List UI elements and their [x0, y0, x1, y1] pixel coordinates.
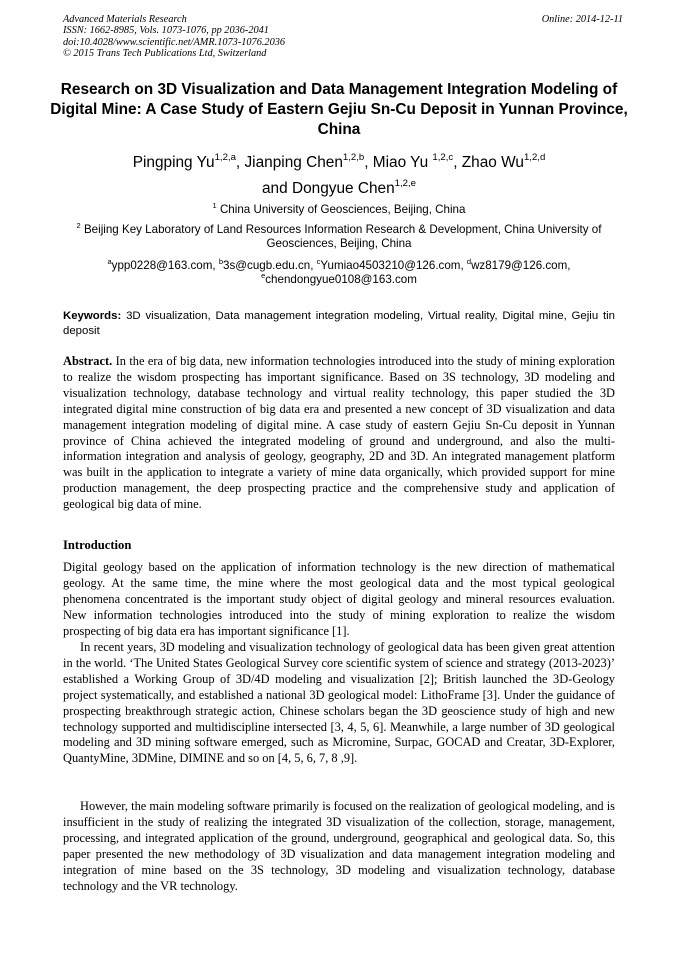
- author-sep: ,: [364, 154, 373, 171]
- author-name: Zhao Wu: [461, 154, 524, 171]
- abstract-text: In the era of big data, new information technologies introduced into the study of mining exploration to realize the wisdom prospecting has important significance. Based on 3S technology, 3D modeling and visualization technology, database technology and virtual reality technology, this paper studied the 3D integrated digital mine construction of big data era and presented a new concept of 3D visualization and data management integration modeling of digital mine. A case study of eastern Gejiu Sn-Cu deposit in Yunnan province of China achieved the integrated modeling of ground and underground, and also the multi-information integration and analysis of geology, geography, 2D and 3D. An integrated management platform was built in the application to integrate a variety of mine data organically, which provided support for mine production management, the deep prospecting practice and the comprehensive study and application of geological big data of mine.: [63, 354, 615, 512]
- author-name: and Dongyue Chen: [262, 180, 395, 197]
- author-name: Miao Yu: [372, 154, 433, 171]
- affiliation-text: Beijing Key Laboratory of Land Resources Information Research & Development, China University of Geosciences, Beijing, China: [83, 223, 602, 251]
- email-sup: b: [218, 257, 224, 266]
- intro-paragraph-1: Digital geology based on the application of information technology is the new direction of mathematical geology. At the same time, the mine where the most geological data and the most typical geological phenomena concentrated is the important study object of digital geology and mineral resources evaluation. New information technologies introduced into the study of mining exploration to realize the wisdom prospecting of big data era has important significance [1].: [63, 560, 615, 638]
- keywords: [63, 309, 615, 339]
- author-list: [63, 150, 615, 202]
- online-date: Online: 2014-12-11: [541, 14, 623, 25]
- affiliation-sup: 2: [76, 221, 81, 230]
- author-sup: 1,2,b: [342, 152, 365, 163]
- email-sup: e: [261, 271, 266, 281]
- email-sup: d: [466, 257, 472, 266]
- email-link[interactable]: chendongyue0108@163.com: [265, 273, 417, 287]
- paper-title: Research on 3D Visualization and Data Management Integration Modeling of Digital Mine: A Case Study of Eastern Gejiu Sn-Cu Deposit in Yunnan Province, China: [50, 81, 628, 138]
- affiliation-2: [63, 223, 615, 251]
- keywords-label: Keywords:: [63, 310, 122, 322]
- intro-paragraph-2: In recent years, 3D modeling and visualization technology of geological data has been given great attention in the world. ‘The United States Geological Survey core scientific system of science and strategy (2013-2023)’ established a Working Group of 3D/4D modeling and visualization [2]; British launched the 3D-Geology project systematically, and established a national 3D geological model: LithoFrame [3]. Under the guidance of prospecting breakthrough strategic action, Chinese scholars began the 3D geoscience study of high and new technology supported and multidiscipline intersected [3, 4, 5, 6]. Meanwhile, a large number of 3D geological modeling and 3D mining software emerged, such as Micromine, Surpac, GOCAD and Creatar, 3D-Explorer, QuantyMine, 3DMine, DIMINE and so on [4, 5, 6, 7, 8 ,9].: [63, 640, 615, 766]
- email-sup: a: [107, 257, 112, 266]
- author-emails: [63, 259, 615, 287]
- keywords-text: 3D visualization, Data management integration modeling, Virtual reality, Digital mine, Gejiu tin deposit: [63, 310, 616, 337]
- author-sup: 1,2,c: [432, 152, 454, 163]
- email-link[interactable]: ypp0228@163.com,: [111, 259, 219, 272]
- author-sep: ,: [453, 154, 462, 171]
- journal-name: Advanced Materials Research: [63, 14, 187, 25]
- intro-paragraph-3: However, the main modeling software primarily is focused on the realization of geological modeling, and is insufficient in the study of realizing the integrated 3D visualization of the collection, storage, management, processing, and integrated application of the ground, underground, geographical and geological data. So, this paper presented the new methodology of 3D visualization and data management integration modeling and integration of mine based on the 3S technology, 3D modeling and visualization technology, database technology and the VR technology.: [63, 799, 615, 893]
- affiliation-sup: 1: [212, 201, 217, 210]
- issn-line: ISSN: 1662-8985, Vols. 1073-1076, pp 2036-2041: [63, 25, 269, 37]
- copyright-line: © 2015 Trans Tech Publications Ltd, Switzerland: [63, 48, 267, 60]
- email-sup: c: [316, 257, 321, 266]
- author-sup: 1,2,d: [523, 152, 546, 163]
- affiliation-1: [63, 203, 615, 217]
- affiliation-text: China University of Geosciences, Beijing, China: [219, 203, 466, 216]
- doi-line: doi:10.4028/www.scientific.net/AMR.1073-1076.2036: [63, 36, 286, 48]
- author-name: Jianping Chen: [244, 154, 343, 171]
- author-sep: ,: [235, 154, 245, 171]
- journal-header: [63, 14, 623, 60]
- abstract: [63, 354, 615, 513]
- abstract-label: Abstract.: [63, 354, 113, 368]
- author-name: Pingping Yu: [132, 154, 215, 171]
- section-heading-introduction: Introduction: [63, 538, 132, 552]
- email-link[interactable]: 3s@cugb.edu.cn,: [223, 259, 317, 272]
- author-sup: 1,2,e: [394, 178, 416, 189]
- email-link[interactable]: wz8179@126.com,: [471, 259, 571, 272]
- email-link[interactable]: Yumiao4503210@126.com,: [320, 259, 467, 272]
- author-sup: 1,2,a: [214, 152, 236, 163]
